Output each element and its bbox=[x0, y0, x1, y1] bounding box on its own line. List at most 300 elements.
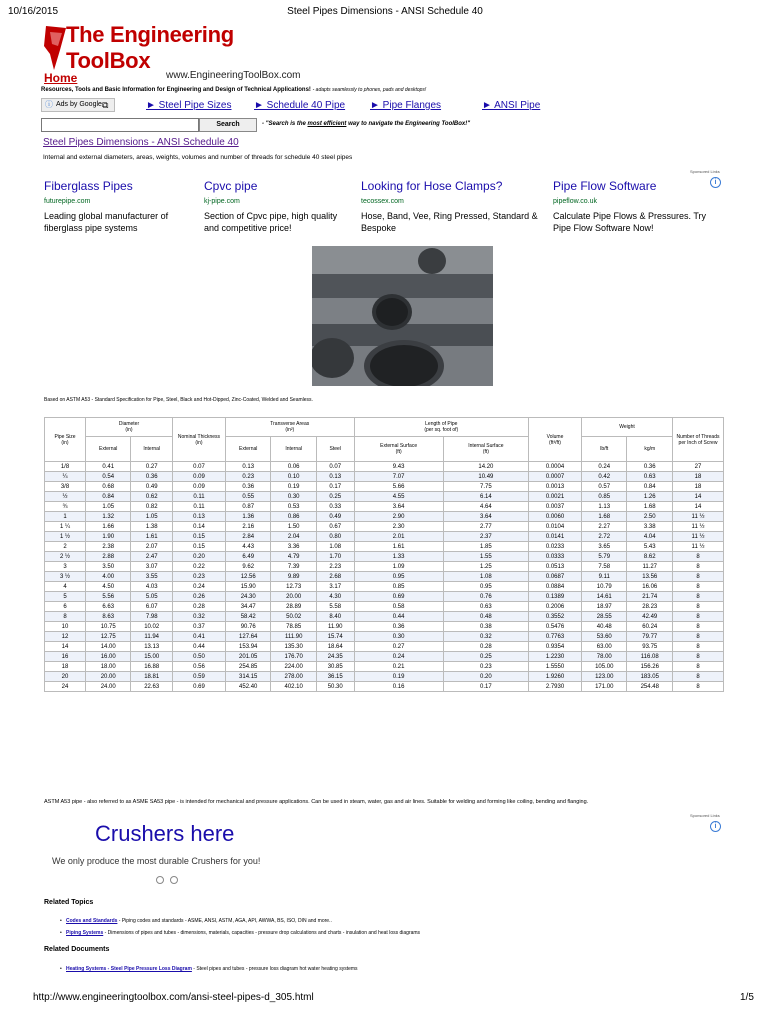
table-cell: 12.75 bbox=[86, 632, 131, 642]
table-cell: 1/8 bbox=[45, 462, 86, 472]
table-cell: 0.84 bbox=[86, 492, 131, 502]
table-row bbox=[45, 652, 724, 662]
table-cell: ¾ bbox=[45, 502, 86, 512]
table-cell: 15.74 bbox=[316, 632, 354, 642]
table-cell: 1.36 bbox=[225, 512, 270, 522]
table-cell: 1.9260 bbox=[529, 672, 582, 682]
table-cell: 1.5550 bbox=[529, 662, 582, 672]
table-cell: 0.32 bbox=[443, 632, 528, 642]
table-cell: 16.88 bbox=[131, 662, 173, 672]
table-cell: 78.00 bbox=[582, 652, 627, 662]
table-cell: 58.42 bbox=[225, 612, 270, 622]
table-cell: 8 bbox=[673, 652, 724, 662]
table-cell: 0.42 bbox=[582, 472, 627, 482]
table-cell: 0.23 bbox=[172, 572, 225, 582]
nav-ansi-pipe[interactable]: ► ANSI Pipe bbox=[482, 100, 541, 111]
table-cell: 36.15 bbox=[316, 672, 354, 682]
table-cell: 0.15 bbox=[172, 532, 225, 542]
table-cell: 10.79 bbox=[582, 582, 627, 592]
table-cell: 0.0141 bbox=[529, 532, 582, 542]
table-cell: 4.55 bbox=[354, 492, 443, 502]
ad-title[interactable]: Cpvc pipe bbox=[204, 179, 258, 193]
table-row bbox=[45, 542, 724, 552]
ads-by-google-button[interactable]: ⓘ Ads by Google ⧉ bbox=[41, 98, 115, 112]
table-row bbox=[45, 672, 724, 682]
ad-pipe-flow-software[interactable] bbox=[553, 179, 721, 234]
table-cell: 105.00 bbox=[582, 662, 627, 672]
table-cell: 0.28 bbox=[443, 642, 528, 652]
header-weight: Weight bbox=[582, 418, 673, 437]
table-cell: 12.56 bbox=[225, 572, 270, 582]
table-cell: 0.44 bbox=[354, 612, 443, 622]
table-cell: 0.58 bbox=[354, 602, 443, 612]
table-cell: 24 bbox=[45, 682, 86, 692]
table-cell: ½ bbox=[45, 492, 86, 502]
table-cell: 40.48 bbox=[582, 622, 627, 632]
home-link[interactable]: Home bbox=[44, 71, 78, 85]
table-cell: 0.28 bbox=[172, 602, 225, 612]
table-cell: 4.43 bbox=[225, 542, 270, 552]
sponsored-links-label-2: Sponsored Links bbox=[690, 813, 720, 818]
table-cell: 2.84 bbox=[225, 532, 270, 542]
table-cell: 0.36 bbox=[225, 482, 270, 492]
table-cell: 0.0007 bbox=[529, 472, 582, 482]
search-button[interactable]: Search bbox=[199, 118, 257, 132]
table-cell: 0.0884 bbox=[529, 582, 582, 592]
table-cell: 0.59 bbox=[172, 672, 225, 682]
ad-info-icon-2[interactable]: i bbox=[710, 821, 721, 832]
table-cell: 4.64 bbox=[443, 502, 528, 512]
table-cell: 3 ½ bbox=[45, 572, 86, 582]
table-cell: 2 bbox=[45, 542, 86, 552]
table-cell: 0.9354 bbox=[529, 642, 582, 652]
table-cell: 0.0687 bbox=[529, 572, 582, 582]
table-cell: 0.49 bbox=[316, 512, 354, 522]
table-cell: 278.00 bbox=[271, 672, 316, 682]
table-cell: 5.66 bbox=[354, 482, 443, 492]
info-icon: ⓘ bbox=[45, 100, 53, 109]
ad-info-icon[interactable]: i bbox=[710, 177, 721, 188]
table-cell: 123.00 bbox=[582, 672, 627, 682]
table-cell: 0.49 bbox=[131, 482, 173, 492]
table-cell: 5.79 bbox=[582, 552, 627, 562]
table-cell: 1.70 bbox=[316, 552, 354, 562]
table-cell: 0.20 bbox=[443, 672, 528, 682]
table-cell: 60.24 bbox=[627, 622, 673, 632]
table-cell: 5.56 bbox=[86, 592, 131, 602]
table-cell: 7.58 bbox=[582, 562, 627, 572]
table-cell: 20.00 bbox=[271, 592, 316, 602]
table-row bbox=[45, 662, 724, 672]
table-cell: 2.01 bbox=[354, 532, 443, 542]
table-cell: 18 bbox=[673, 472, 724, 482]
table-cell: 1.68 bbox=[627, 502, 673, 512]
header-nominal-thickness: Nominal Thickness (in) bbox=[172, 418, 225, 462]
table-cell: 402.10 bbox=[271, 682, 316, 692]
table-cell: 3.36 bbox=[271, 542, 316, 552]
table-cell: 176.70 bbox=[271, 652, 316, 662]
table-cell: 4.04 bbox=[627, 532, 673, 542]
table-cell: 0.80 bbox=[316, 532, 354, 542]
table-cell: 1.32 bbox=[86, 512, 131, 522]
table-cell: 7.75 bbox=[443, 482, 528, 492]
table-cell: 6.14 bbox=[443, 492, 528, 502]
external-link-icon: ⧉ bbox=[102, 100, 109, 110]
table-cell: 0.37 bbox=[172, 622, 225, 632]
table-cell: 20.00 bbox=[86, 672, 131, 682]
table-cell: 0.24 bbox=[582, 462, 627, 472]
table-cell: 8 bbox=[45, 612, 86, 622]
table-cell: 1.08 bbox=[443, 572, 528, 582]
table-cell: 42.49 bbox=[627, 612, 673, 622]
table-cell: 2.50 bbox=[627, 512, 673, 522]
table-cell: 5.58 bbox=[316, 602, 354, 612]
table-cell: 2.16 bbox=[225, 522, 270, 532]
table-cell: 0.62 bbox=[131, 492, 173, 502]
table-cell: 7.98 bbox=[131, 612, 173, 622]
footer-url: http://www.engineeringtoolbox.com/ansi-steel-pipes-d_305.html bbox=[33, 992, 314, 1003]
table-cell: 28.89 bbox=[271, 602, 316, 612]
ad-cpvc-pipe[interactable] bbox=[204, 179, 354, 234]
table-cell: 3.07 bbox=[131, 562, 173, 572]
table-cell: 18.97 bbox=[582, 602, 627, 612]
table-cell: 18 bbox=[45, 662, 86, 672]
table-cell: 4 bbox=[45, 582, 86, 592]
table-cell: 127.64 bbox=[225, 632, 270, 642]
table-cell: 0.95 bbox=[443, 582, 528, 592]
table-cell: 34.47 bbox=[225, 602, 270, 612]
table-cell: 314.15 bbox=[225, 672, 270, 682]
table-cell: 452.40 bbox=[225, 682, 270, 692]
table-cell: 0.82 bbox=[131, 502, 173, 512]
table-cell: 0.24 bbox=[354, 652, 443, 662]
table-cell: 2.07 bbox=[131, 542, 173, 552]
table-cell: 9.62 bbox=[225, 562, 270, 572]
table-cell: 1.61 bbox=[131, 532, 173, 542]
header-transverse-areas: Transverse Areas (in²) bbox=[225, 418, 354, 437]
table-cell: 0.38 bbox=[443, 622, 528, 632]
table-cell: 6.63 bbox=[86, 602, 131, 612]
related-topic-item: • Piping Systems - Dimensions of pipes and tubes - dimensions, materials, capacities - pressure drop calculations and charts - insulation and heat loss diagrams bbox=[66, 930, 420, 936]
table-cell: 8.63 bbox=[86, 612, 131, 622]
table-cell: 0.19 bbox=[271, 482, 316, 492]
table-cell: 0.7763 bbox=[529, 632, 582, 642]
ad-fiberglass-pipes[interactable] bbox=[44, 179, 194, 234]
table-cell: 0.41 bbox=[86, 462, 131, 472]
table-cell: 0.41 bbox=[172, 632, 225, 642]
table-cell: 0.2006 bbox=[529, 602, 582, 612]
table-cell: 0.25 bbox=[443, 652, 528, 662]
table-cell: 0.1389 bbox=[529, 592, 582, 602]
table-cell: 0.24 bbox=[172, 582, 225, 592]
ad-url[interactable]: pipeflow.co.uk bbox=[553, 198, 597, 205]
nav-steel-pipe-sizes[interactable]: ► Steel Pipe Sizes bbox=[146, 100, 232, 111]
table-cell: 183.05 bbox=[627, 672, 673, 682]
table-cell: 5.05 bbox=[131, 592, 173, 602]
table-cell: 0.23 bbox=[225, 472, 270, 482]
ad-url[interactable]: tecossex.com bbox=[361, 198, 404, 205]
table-cell: 9.89 bbox=[271, 572, 316, 582]
table-cell: 0.27 bbox=[131, 462, 173, 472]
table-cell: 8 bbox=[673, 672, 724, 682]
table-cell: 90.76 bbox=[225, 622, 270, 632]
table-cell: 1.90 bbox=[86, 532, 131, 542]
table-cell: 0.63 bbox=[627, 472, 673, 482]
table-cell: 2.72 bbox=[582, 532, 627, 542]
table-cell: 10 bbox=[45, 622, 86, 632]
header-kg-m: kg/m bbox=[627, 437, 673, 462]
table-cell: 9.43 bbox=[354, 462, 443, 472]
table-row bbox=[45, 622, 724, 632]
table-cell: 135.30 bbox=[271, 642, 316, 652]
header-area-steel: Steel bbox=[316, 437, 354, 462]
table-cell: 1.68 bbox=[582, 512, 627, 522]
table-cell: 8 bbox=[673, 612, 724, 622]
table-cell: 116.08 bbox=[627, 652, 673, 662]
crushers-ad-title[interactable]: Crushers here bbox=[95, 821, 235, 846]
table-cell: 11 ½ bbox=[673, 532, 724, 542]
table-cell: 12.73 bbox=[271, 582, 316, 592]
header-pipe-size: Pipe Size (in) bbox=[45, 418, 86, 462]
table-cell: 0.32 bbox=[172, 612, 225, 622]
table-row bbox=[45, 522, 724, 532]
table-cell: 24.35 bbox=[316, 652, 354, 662]
table-cell: 254.85 bbox=[225, 662, 270, 672]
table-cell: 0.27 bbox=[354, 642, 443, 652]
table-cell: 2.37 bbox=[443, 532, 528, 542]
table-cell: 24.00 bbox=[86, 682, 131, 692]
table-cell: 0.44 bbox=[172, 642, 225, 652]
table-cell: 14 bbox=[45, 642, 86, 652]
carousel-dot-1[interactable] bbox=[156, 876, 164, 884]
table-cell: 0.19 bbox=[354, 672, 443, 682]
table-cell: 0.11 bbox=[172, 492, 225, 502]
table-cell: 8 bbox=[673, 662, 724, 672]
table-cell: 24.30 bbox=[225, 592, 270, 602]
table-cell: 3.64 bbox=[354, 502, 443, 512]
table-cell: 14.00 bbox=[86, 642, 131, 652]
table-cell: 1.61 bbox=[354, 542, 443, 552]
table-cell: 0.06 bbox=[271, 462, 316, 472]
astm-note: ASTM A53 pipe - also referred to as ASME SA53 pipe - is intended for mechanical and pressure applications. Can be used in steam, water, gas and air lines. Suitable for welding and forming like coiling, bending and flanging. bbox=[44, 799, 589, 805]
table-row bbox=[45, 612, 724, 622]
table-cell: 15.90 bbox=[225, 582, 270, 592]
table-cell: 20 bbox=[45, 672, 86, 682]
table-cell: 3.65 bbox=[582, 542, 627, 552]
table-cell: 78.85 bbox=[271, 622, 316, 632]
table-cell: 6.07 bbox=[131, 602, 173, 612]
table-cell: 0.0104 bbox=[529, 522, 582, 532]
table-row bbox=[45, 632, 724, 642]
table-cell: 6 bbox=[45, 602, 86, 612]
table-cell: 5 bbox=[45, 592, 86, 602]
header-length-of-pipe: Length of Pipe (per sq. foot of) bbox=[354, 418, 528, 437]
table-cell: 0.87 bbox=[225, 502, 270, 512]
table-cell: 1.26 bbox=[627, 492, 673, 502]
ad-title[interactable]: Fiberglass Pipes bbox=[44, 179, 133, 193]
table-cell: 0.5476 bbox=[529, 622, 582, 632]
table-cell: 9.11 bbox=[582, 572, 627, 582]
carousel-dot-2[interactable] bbox=[170, 876, 178, 884]
header-area-external: External bbox=[225, 437, 270, 462]
crushers-ad-desc: We only produce the most durable Crushers for you! bbox=[52, 856, 261, 866]
table-cell: 3.55 bbox=[131, 572, 173, 582]
table-cell: 0.09 bbox=[172, 472, 225, 482]
table-cell: 8 bbox=[673, 582, 724, 592]
table-cell: 18 bbox=[673, 482, 724, 492]
table-cell: 4.30 bbox=[316, 592, 354, 602]
table-cell: 0.10 bbox=[271, 472, 316, 482]
table-cell: 16.06 bbox=[627, 582, 673, 592]
table-cell: 2.30 bbox=[354, 522, 443, 532]
table-cell: 1 ¼ bbox=[45, 522, 86, 532]
table-cell: 2.68 bbox=[316, 572, 354, 582]
table-cell: 0.53 bbox=[271, 502, 316, 512]
table-cell: 0.63 bbox=[443, 602, 528, 612]
table-cell: 0.13 bbox=[316, 472, 354, 482]
table-cell: 0.0021 bbox=[529, 492, 582, 502]
table-cell: 1.13 bbox=[582, 502, 627, 512]
table-cell: 0.07 bbox=[316, 462, 354, 472]
table-cell: 0.17 bbox=[316, 482, 354, 492]
related-topic-link[interactable]: Codes and Standards bbox=[66, 918, 118, 924]
table-cell: 8 bbox=[673, 562, 724, 572]
table-row bbox=[45, 462, 724, 472]
search-input[interactable] bbox=[41, 118, 199, 132]
site-logo[interactable] bbox=[44, 22, 301, 86]
table-cell: 28.23 bbox=[627, 602, 673, 612]
table-cell: 153.94 bbox=[225, 642, 270, 652]
sponsored-links-label: Sponsored Links bbox=[690, 169, 720, 174]
table-cell: 50.02 bbox=[271, 612, 316, 622]
table-cell: 2.90 bbox=[354, 512, 443, 522]
table-cell: 1.55 bbox=[443, 552, 528, 562]
table-cell: 0.95 bbox=[354, 572, 443, 582]
table-cell: 11.90 bbox=[316, 622, 354, 632]
table-cell: 0.67 bbox=[316, 522, 354, 532]
table-cell: 93.75 bbox=[627, 642, 673, 652]
page-intro: Internal and external diameters, areas, weights, volumes and number of threads for schedule 40 steel pipes bbox=[43, 154, 353, 161]
table-cell: 2 ½ bbox=[45, 552, 86, 562]
table-row bbox=[45, 682, 724, 692]
table-cell: 1.50 bbox=[271, 522, 316, 532]
table-cell: 18.81 bbox=[131, 672, 173, 682]
print-date: 10/16/2015 bbox=[8, 6, 59, 17]
table-cell: 8 bbox=[673, 592, 724, 602]
table-cell: 0.84 bbox=[627, 482, 673, 492]
table-cell: 0.54 bbox=[86, 472, 131, 482]
nav-schedule-40-pipe[interactable]: ► Schedule 40 Pipe bbox=[254, 100, 346, 111]
table-cell: 2.27 bbox=[582, 522, 627, 532]
table-row bbox=[45, 502, 724, 512]
table-cell: 13.13 bbox=[131, 642, 173, 652]
related-topic-link[interactable]: Piping Systems bbox=[66, 930, 104, 936]
table-cell: 4.50 bbox=[86, 582, 131, 592]
table-cell: 3.64 bbox=[443, 512, 528, 522]
print-title: Steel Pipes Dimensions - ANSI Schedule 40 bbox=[287, 6, 483, 17]
table-cell: 2.47 bbox=[131, 552, 173, 562]
header-volume: Volume (ft³/ft) bbox=[529, 418, 582, 462]
table-cell: 13.56 bbox=[627, 572, 673, 582]
table-cell: 0.33 bbox=[316, 502, 354, 512]
table-cell: 16 bbox=[45, 652, 86, 662]
table-row bbox=[45, 602, 724, 612]
table-cell: 2.23 bbox=[316, 562, 354, 572]
table-cell: 8 bbox=[673, 632, 724, 642]
header-internal: Internal bbox=[131, 437, 173, 462]
table-cell: 0.09 bbox=[172, 482, 225, 492]
page-title-link[interactable]: Steel Pipes Dimensions - ANSI Schedule 40 bbox=[43, 137, 239, 148]
table-cell: 30.85 bbox=[316, 662, 354, 672]
table-cell: 0.0333 bbox=[529, 552, 582, 562]
ad-desc: Leading global manufacturer of fiberglass pipe systems bbox=[44, 211, 169, 233]
table-cell: 0.85 bbox=[354, 582, 443, 592]
table-cell: 2.7930 bbox=[529, 682, 582, 692]
table-cell: 8 bbox=[673, 552, 724, 562]
related-documents-heading: Related Documents bbox=[44, 946, 110, 953]
table-cell: 0.76 bbox=[443, 592, 528, 602]
ad-title[interactable]: Looking for Hose Clamps? bbox=[361, 179, 503, 193]
table-cell: 28.55 bbox=[582, 612, 627, 622]
table-cell: 0.21 bbox=[354, 662, 443, 672]
header-diameter: Diameter (in) bbox=[86, 418, 173, 437]
table-cell: 0.57 bbox=[582, 482, 627, 492]
table-cell: 254.48 bbox=[627, 682, 673, 692]
table-cell: 6.49 bbox=[225, 552, 270, 562]
tagline: Resources, Tools and Basic Information for Engineering and Design of Technical Applications! - adapts seamlessly to phones, pads and desktops! bbox=[41, 87, 427, 93]
table-cell: 0.11 bbox=[172, 502, 225, 512]
logo-title: The Engineering ToolBox bbox=[66, 22, 234, 73]
table-cell: 0.20 bbox=[172, 552, 225, 562]
ad-url[interactable]: kj-pipe.com bbox=[204, 198, 240, 205]
table-cell: 0.0513 bbox=[529, 562, 582, 572]
table-cell: 1.66 bbox=[86, 522, 131, 532]
table-row bbox=[45, 472, 724, 482]
related-document-link[interactable]: Heating Systems - Steel Pipe Pressure Loss Diagram bbox=[66, 966, 192, 972]
ad-desc: Section of Cpvc pipe, high quality and competitive price! bbox=[204, 211, 338, 233]
ad-url[interactable]: futurepipe.com bbox=[44, 198, 91, 205]
table-cell: 4.00 bbox=[86, 572, 131, 582]
table-cell: 0.0060 bbox=[529, 512, 582, 522]
table-cell: 2.04 bbox=[271, 532, 316, 542]
table-cell: 14 bbox=[673, 492, 724, 502]
table-cell: 1 ½ bbox=[45, 532, 86, 542]
table-cell: 50.30 bbox=[316, 682, 354, 692]
table-cell: 16.00 bbox=[86, 652, 131, 662]
ad-hose-clamps[interactable] bbox=[361, 179, 546, 234]
table-row bbox=[45, 572, 724, 582]
ad-title[interactable]: Pipe Flow Software bbox=[553, 179, 657, 193]
table-cell: 8 bbox=[673, 602, 724, 612]
toolbox-logo-icon bbox=[44, 24, 68, 72]
table-cell: 0.68 bbox=[86, 482, 131, 492]
table-cell: 5.43 bbox=[627, 542, 673, 552]
table-row bbox=[45, 482, 724, 492]
table-row bbox=[45, 532, 724, 542]
nav-pipe-flanges[interactable]: ► Pipe Flanges bbox=[370, 100, 442, 111]
based-on-text: Based on ASTM A53 - Standard Specification for Pipe, Steel, Black and Hot-Dipped, Zinc-Coated, Welded and Seamless. bbox=[44, 397, 313, 403]
table-cell: 14.61 bbox=[582, 592, 627, 602]
table-cell: 3.50 bbox=[86, 562, 131, 572]
table-cell: 11.27 bbox=[627, 562, 673, 572]
table-cell: 0.69 bbox=[172, 682, 225, 692]
table-cell: 10.02 bbox=[131, 622, 173, 632]
table-cell: 8 bbox=[673, 682, 724, 692]
table-cell: 1.08 bbox=[316, 542, 354, 552]
table-cell: 8.62 bbox=[627, 552, 673, 562]
steel-pipes-photo bbox=[312, 246, 493, 386]
table-cell: 11 ½ bbox=[673, 512, 724, 522]
